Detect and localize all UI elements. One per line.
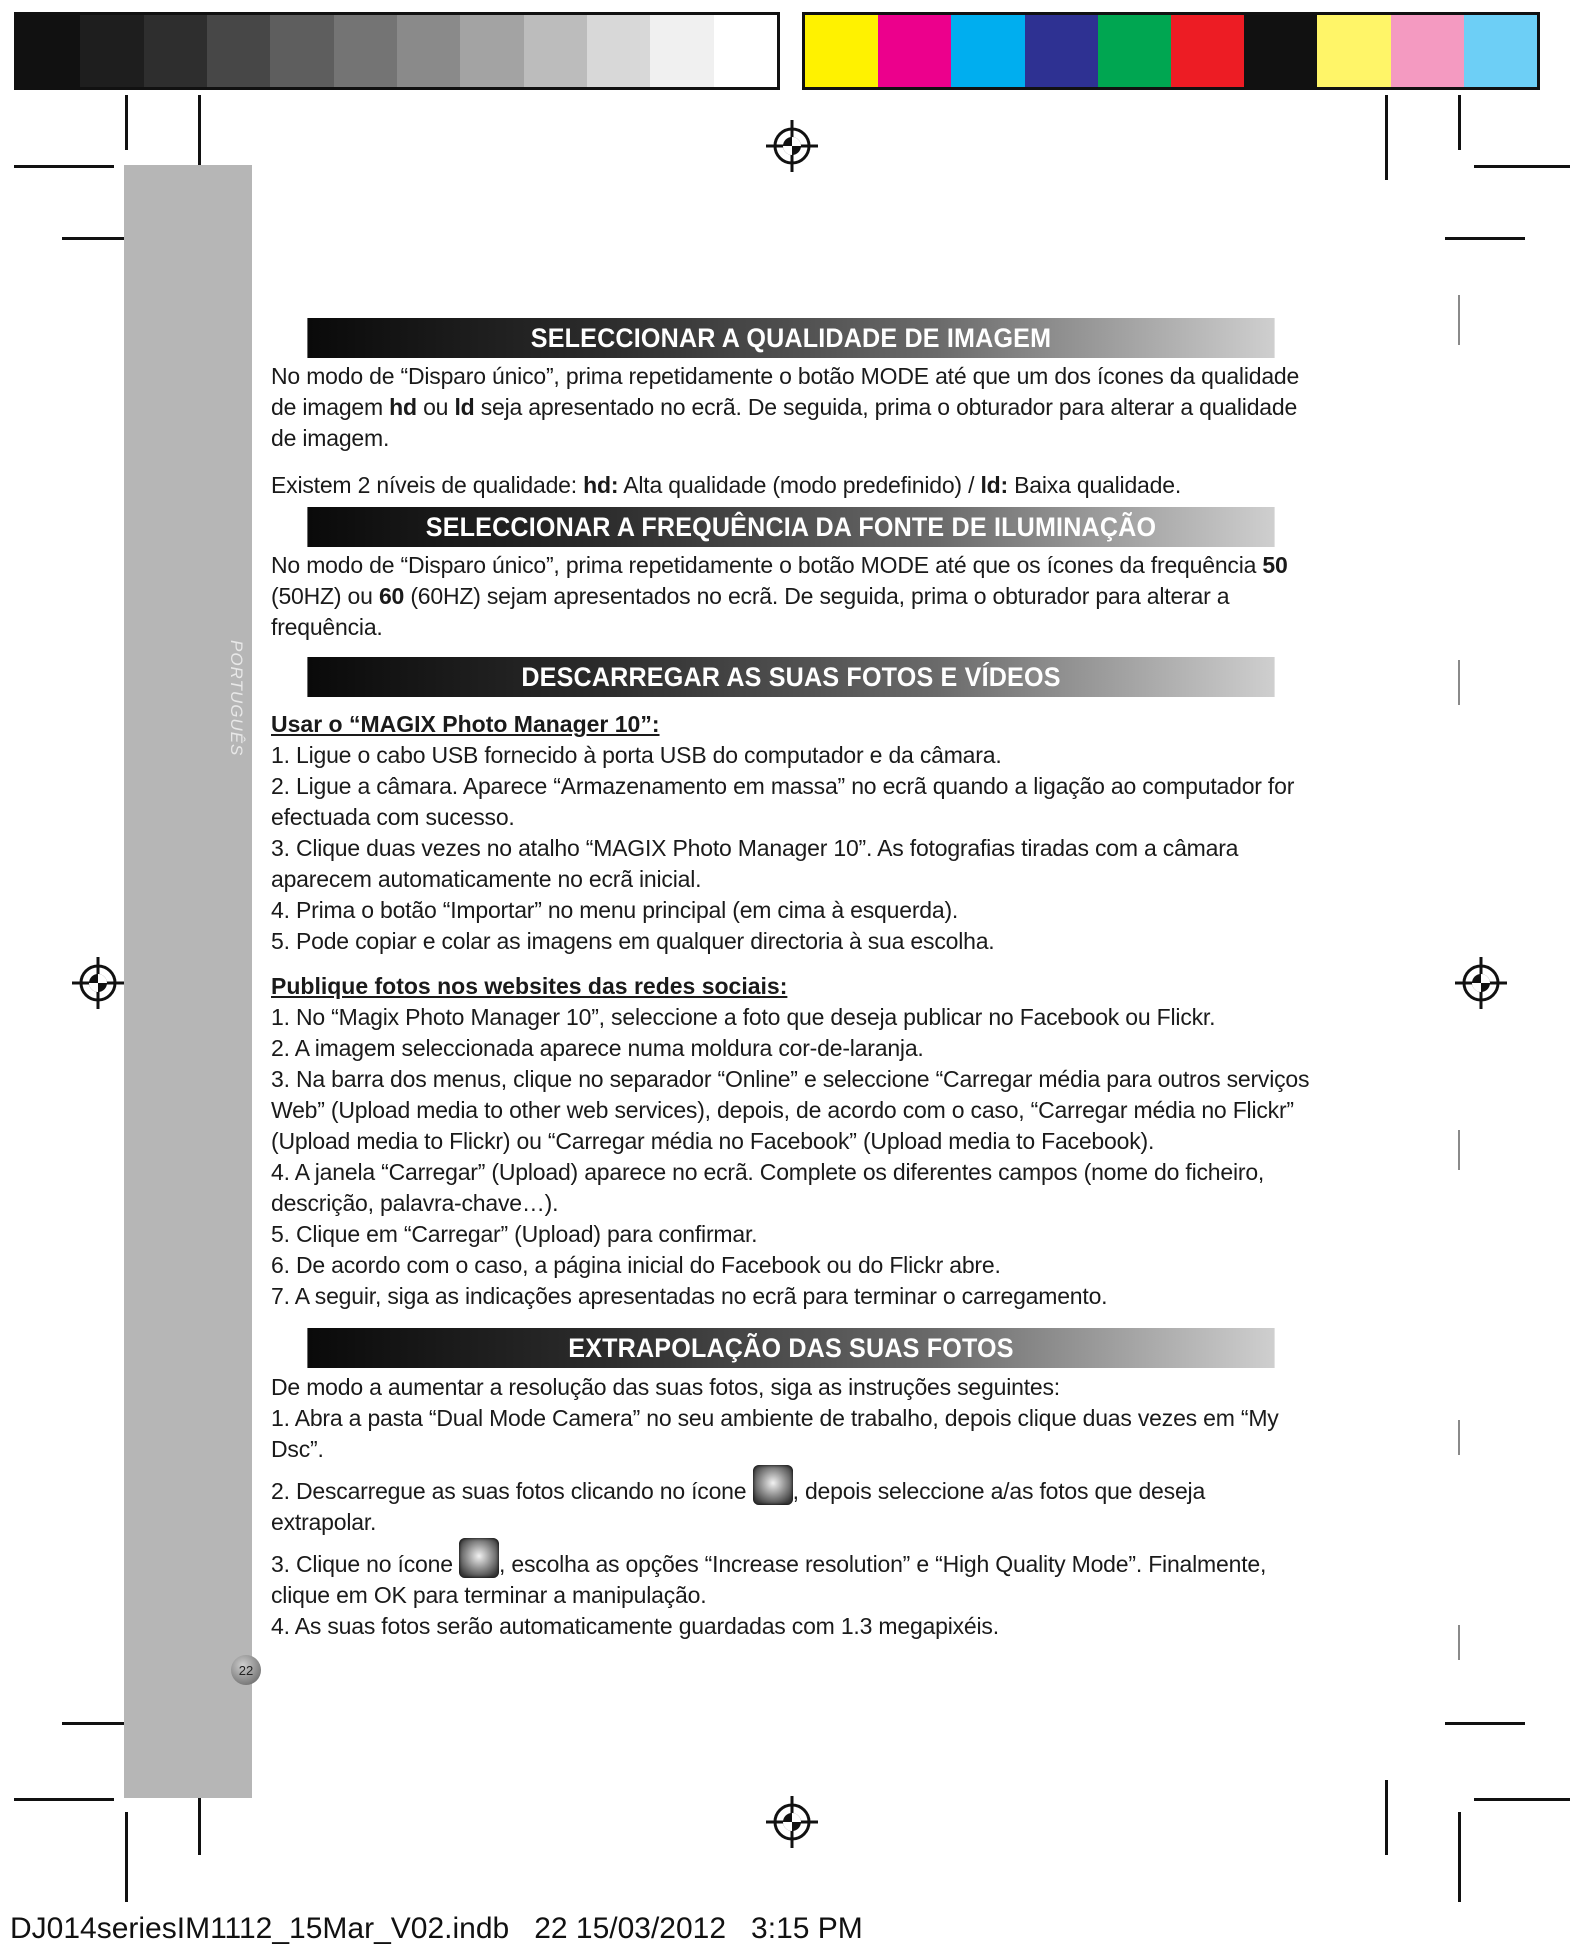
crop-mark — [1385, 95, 1388, 180]
edge-tick — [1458, 1625, 1460, 1660]
subheading-social: Publique fotos nos websites das redes sociais: — [271, 973, 788, 999]
crop-mark — [125, 1812, 128, 1902]
list-item: 3. Clique no ícone , escolha as opções “Increase resolution” e “High Quality Mode”. Finalmente, clique em OK para terminar a manipulação. — [271, 1538, 1311, 1611]
calibration-swatch — [397, 15, 460, 87]
edge-tick — [1458, 1420, 1460, 1455]
list-item: 6. De acordo com o caso, a página inicial do Facebook ou do Flickr abre. — [271, 1252, 1001, 1278]
list-item: 4. A janela “Carregar” (Upload) aparece no ecrã. Complete os diferentes campos (nome do ficheiro, descrição, palavra-chave…). — [271, 1159, 1265, 1216]
list-item: 5. Pode copiar e colar as imagens em qualquer directoria à sua escolha. — [271, 928, 995, 954]
calibration-swatch — [334, 15, 397, 87]
calibration-swatch — [524, 15, 587, 87]
quality-paragraph-1: No modo de “Disparo único”, prima repetidamente o botão MODE até que um dos ícones da qualidade de imagem hd ou ld seja apresentado no ecrã. De seguida, prima o obturador para alterar a qualidade de imagem. — [271, 363, 1300, 451]
extrapolation-intro: De modo a aumentar a resolução das suas fotos, siga as instruções seguintes: — [271, 1374, 1060, 1400]
calibration-swatch — [1171, 15, 1244, 87]
list-item: 4. Prima o botão “Importar” no menu principal (em cima à esquerda). — [271, 897, 959, 923]
list-item: 3. Clique duas vezes no atalho “MAGIX Photo Manager 10”. As fotografias tiradas com a câmara aparecem automaticamente no ecrã inicial. — [271, 835, 1239, 892]
calibration-swatch — [17, 15, 80, 87]
calibration-swatch — [805, 15, 878, 87]
crop-mark — [62, 1722, 127, 1725]
list-item: 1. No “Magix Photo Manager 10”, seleccione a foto que deseja publicar no Facebook ou Flickr. — [271, 1004, 1216, 1030]
registration-mark-icon — [766, 120, 818, 172]
list-item: 2. Descarregue as suas fotos clicando no ícone , depois seleccione a/as fotos que deseja extrapolar. — [271, 1465, 1311, 1538]
calibration-swatch — [460, 15, 523, 87]
list-item: 1. Ligue o cabo USB fornecido à porta USB do computador e da câmara. — [271, 742, 1002, 768]
extrapolate-icon — [459, 1538, 499, 1578]
list-item: 2. Ligue a câmara. Aparece “Armazenamento em massa” no ecrã quando a ligação ao computador for efectuada com sucesso. — [271, 773, 1295, 830]
crop-mark — [14, 165, 114, 168]
calibration-swatch — [878, 15, 951, 87]
section-heading-extrapolation: EXTRAPOLAÇÃO DAS SUAS FOTOS — [307, 1328, 1274, 1368]
registration-mark-icon — [72, 957, 124, 1009]
quality-paragraph-2: Existem 2 níveis de qualidade: hd: Alta qualidade (modo predefinido) / ld: Baixa qualidade. — [271, 472, 1182, 498]
list-item: 5. Clique em “Carregar” (Upload) para confirmar. — [271, 1221, 758, 1247]
main-content — [271, 318, 1311, 1642]
page-number: 22 — [231, 1655, 261, 1685]
crop-mark — [1458, 1812, 1461, 1902]
edge-tick — [1458, 1130, 1460, 1170]
crop-mark — [62, 237, 127, 240]
registration-mark-icon — [766, 1796, 818, 1848]
crop-mark — [125, 95, 128, 150]
download-photos-icon — [753, 1465, 793, 1505]
calibration-swatch — [207, 15, 270, 87]
crop-mark — [1445, 1722, 1525, 1725]
calibration-swatch — [1244, 15, 1317, 87]
calibration-swatch — [80, 15, 143, 87]
section-heading-frequency: SELECCIONAR A FREQUÊNCIA DA FONTE DE ILUMINAÇÃO — [307, 507, 1274, 547]
grayscale-calibration-bar — [14, 12, 780, 90]
edge-tick — [1458, 660, 1460, 705]
edge-tick — [1458, 295, 1460, 345]
language-label: PORTUGUÊS — [227, 640, 246, 757]
section-heading-quality: SELECCIONAR A QUALIDADE DE IMAGEM — [307, 318, 1274, 358]
list-item: 3. Na barra dos menus, clique no separador “Online” e seleccione “Carregar média para outros serviços Web” (Upload media to other web services), depois, de acordo com o caso, “Carregar média no Flickr” (Upload media to Flickr) ou “Carregar média no Facebook” (Upload media to Facebook). — [271, 1066, 1310, 1154]
subheading-magix: Usar o “MAGIX Photo Manager 10”: — [271, 711, 660, 737]
calibration-swatch — [1098, 15, 1171, 87]
color-calibration-bar — [802, 12, 1540, 90]
crop-mark — [1474, 165, 1570, 168]
calibration-swatch — [951, 15, 1024, 87]
calibration-swatch — [714, 15, 777, 87]
calibration-swatch — [650, 15, 713, 87]
section-heading-download: DESCARREGAR AS SUAS FOTOS E VÍDEOS — [307, 657, 1274, 697]
crop-mark — [1385, 1780, 1388, 1855]
calibration-swatch — [270, 15, 333, 87]
social-steps-list — [271, 1002, 1311, 1312]
magix-steps-list — [271, 740, 1311, 957]
calibration-swatch — [1391, 15, 1464, 87]
crop-mark — [1474, 1798, 1570, 1801]
list-item: 1. Abra a pasta “Dual Mode Camera” no seu ambiente de trabalho, depois clique duas vezes em “My Dsc”. — [271, 1405, 1279, 1462]
list-item: 4. As suas fotos serão automaticamente guardadas com 1.3 megapixéis. — [271, 1613, 999, 1639]
frequency-paragraph: No modo de “Disparo único”, prima repetidamente o botão MODE até que os ícones da frequência 50 (50HZ) ou 60 (60HZ) sejam apresentados no ecrã. De seguida, prima o obturador para alterar a frequência. — [271, 552, 1288, 640]
print-slug: DJ014seriesIM1112_15Mar_V02.indb 22 15/03/2012 3:15 PM — [10, 1912, 863, 1945]
list-item: 7. A seguir, siga as indicações apresentadas no ecrã para terminar o carregamento. — [271, 1283, 1108, 1309]
crop-mark — [14, 1798, 114, 1801]
language-sidebar — [124, 165, 252, 1798]
calibration-swatch — [144, 15, 207, 87]
calibration-swatch — [1025, 15, 1098, 87]
registration-mark-icon — [1455, 957, 1507, 1009]
calibration-swatch — [1317, 15, 1390, 87]
crop-mark — [1458, 95, 1461, 150]
calibration-swatch — [1464, 15, 1537, 87]
calibration-swatch — [587, 15, 650, 87]
list-item: 2. A imagem seleccionada aparece numa moldura cor-de-laranja. — [271, 1035, 924, 1061]
crop-mark — [1445, 237, 1525, 240]
